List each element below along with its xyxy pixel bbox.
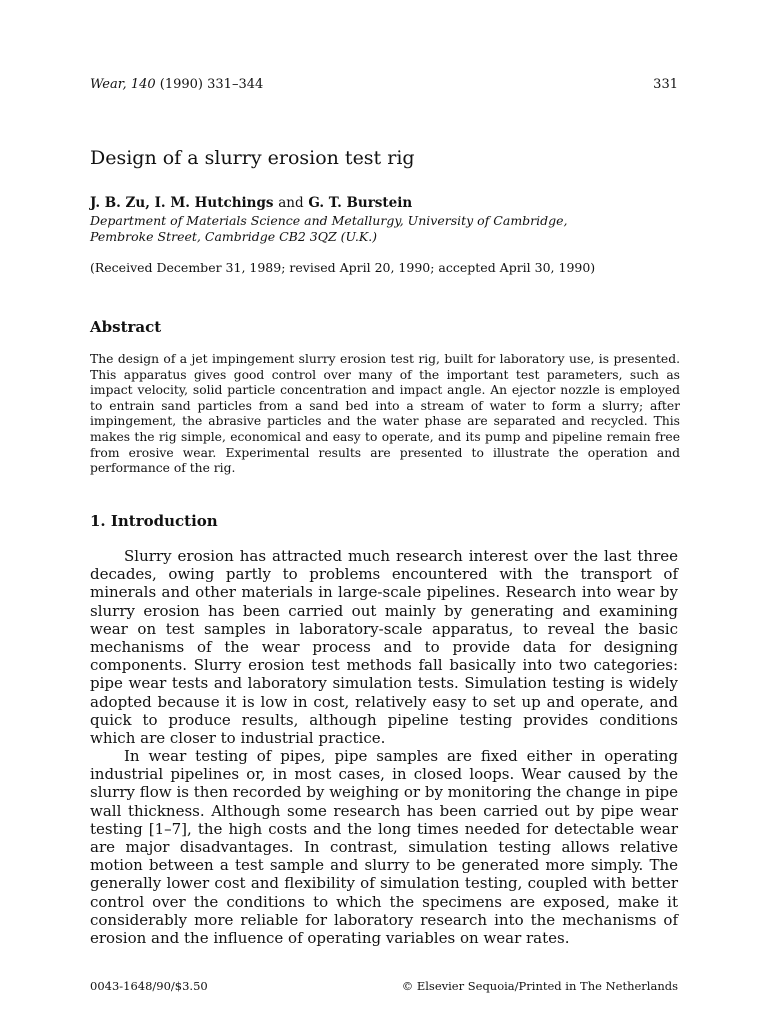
affiliation-line-2: Pembroke Street, Cambridge CB2 3QZ (U.K.) [90, 229, 378, 244]
journal-volume: 140 [130, 77, 156, 92]
author-conjunction: and [278, 195, 304, 211]
introduction-heading: 1. Introduction [90, 512, 218, 530]
copyright-notice: © Elsevier Sequoia/Printed in The Netherlands [401, 979, 678, 993]
affiliation-line-1: Department of Materials Science and Metallurgy, University of Cambridge, [90, 213, 568, 228]
affiliation [90, 213, 680, 245]
paper-title: Design of a slurry erosion test rig [90, 147, 415, 169]
author-list [90, 194, 412, 212]
journal-citation [90, 76, 263, 94]
introduction-paragraph-2: In wear testing of pipes, pipe samples are fixed either in operating industrial pipelines or, in most cases, in closed loops. Wear caused by the slurry flow is then recorded by weighing or by monitoring the change in pipe wall thickness. Although some research has been carried out by pipe wear testing [1–7], the high costs and the long times needed for detectable wear are major disadvantages. In contrast, simulation testing allows relative motion between a test sample and slurry to be generated more simply. The generally lower cost and flexibility of simulation testing, coupled with better control over the conditions to which the specimens are exposed, make it considerably more reliable for laboratory research into the mechanisms of erosion and the influence of operating variables on wear rates. [90, 747, 678, 948]
abstract-text: The design of a jet impingement slurry erosion test rig, built for laboratory use, is presented. This apparatus gives good control over many of the important test parameters, such as impact velocity, solid particle concentration and impact angle. An ejector nozzle is employed to entrain sand particles from a sand bed into a stream of water to form a slurry; after impingement, the abrasive particles and the water phase are separated and recycled. This makes the rig simple, economical and easy to operate, and its pump and pipeline remain free from erosive wear. Experimental results are presented to illustrate the operation and performance of the rig. [90, 352, 680, 476]
page-number: 331 [653, 77, 678, 92]
journal-year-pages: (1990) 331–344 [159, 77, 264, 92]
introduction-paragraph-1: Slurry erosion has attracted much research interest over the last three decades, owing partly to problems encountered with the transport of minerals and other materials in large-scale pipelines. Research into wear by slurry erosion has been carried out mainly by generating and examining wear on test samples in laboratory-scale apparatus, to reveal the basic mechanisms of the wear process and to provide data for designing components. Slurry erosion test methods fall basically into two categories: pipe wear tests and laboratory simulation tests. Simulation testing is widely adopted because it is low in cost, relatively easy to set up and operate, and quick to produce results, although pipeline testing provides conditions which are closer to industrial practice. [90, 547, 678, 748]
author-names-1: J. B. Zu, I. M. Hutchings [90, 195, 274, 211]
author-names-2: G. T. Burstein [308, 195, 413, 211]
received-dates: (Received December 31, 1989; revised April 20, 1990; accepted April 30, 1990) [90, 260, 596, 275]
abstract-heading: Abstract [90, 318, 162, 336]
issn-price: 0043-1648/90/$3.50 [90, 979, 208, 993]
journal-name: Wear, [90, 77, 127, 92]
